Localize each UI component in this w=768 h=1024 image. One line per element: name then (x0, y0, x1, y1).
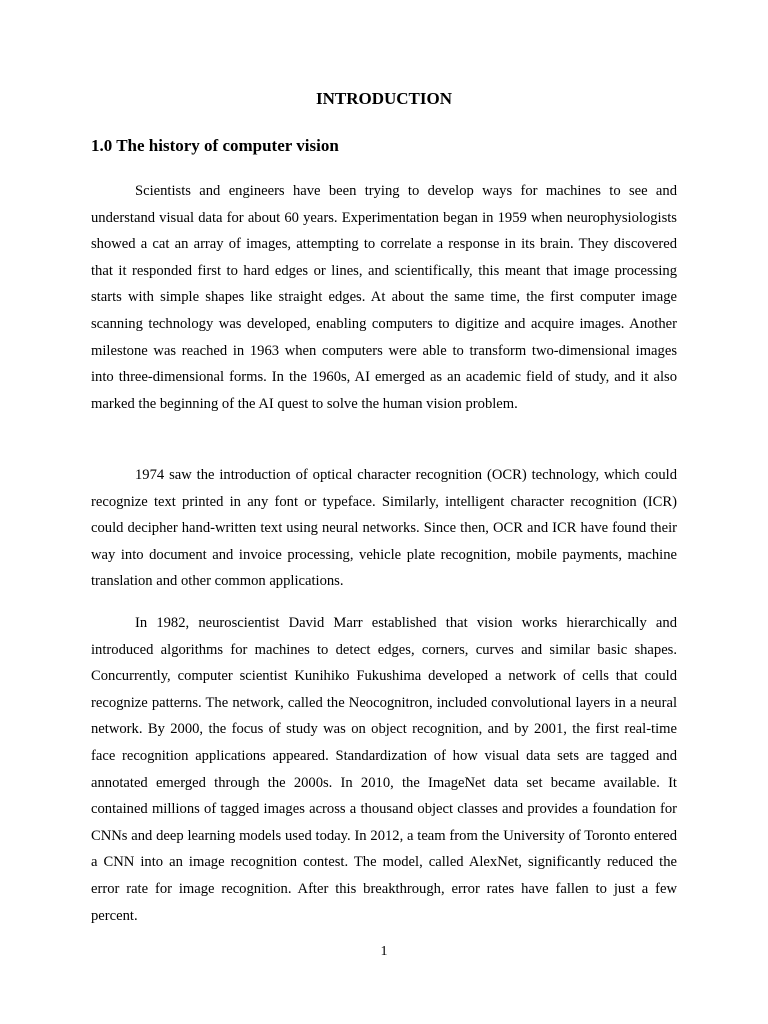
chapter-title: INTRODUCTION (315, 89, 453, 108)
page-number: 1 (380, 944, 388, 959)
paragraph-ocr-1974: 1974 saw the introduction of optical character recognition (OCR) technology, which could recognize text printed in any font or typeface. Similarly, intelligent character recognition (ICR) could decipher hand-written text using neural networks. Since then, OCR and ICR have found their way into document and invoice processing, vehicle plate recognition, mobile payments, machine translation and other common applications. (91, 467, 677, 590)
paragraph-history-1959: Scientists and engineers have been trying to develop ways for machines to see and understand visual data for about 60 years. Experimentation began in 1959 when neurophysiologists showed a cat an array of images, attempting to correlate a response in its brain. They discovered that it responded first to hard edges or lines, and scientifically, this meant that image processing starts with simple shapes like straight edges. At about the same time, the first computer image scanning technology was developed, enabling computers to digitize and acquire images. Another milestone was reached in 1963 when computers were able to transform two-dimensional images into three-dimensional forms. In the 1960s, AI emerged as an academic field of study, and it also marked the beginning of the AI quest to solve the human vision problem. (91, 183, 677, 412)
paragraph-marr-1982: In 1982, neuroscientist David Marr established that vision works hierarchically and introduced algorithms for machines to detect edges, corners, curves and similar basic shapes. Concurrently, computer scientist Kunihiko Fukushima developed a network of cells that could recognize patterns. The network, called the Neocognitron, included convolutional layers in a neural network. By 2000, the focus of study was on object recognition, and by 2001, the first real-time face recognition applications appeared. Standardization of how visual data sets are tagged and annotated emerged through the 2000s. In 2010, the ImageNet data set became available. It contained millions of tagged images across a thousand object classes and provides a foundation for CNNs and deep learning models used today. In 2012, a team from the University of Toronto entered a CNN into an image recognition contest. The model, called AlexNet, significantly reduced the error rate for image recognition. After this breakthrough, error rates have fallen to just a few percent. (91, 615, 677, 924)
section-title: 1.0 The history of computer vision (91, 136, 339, 155)
